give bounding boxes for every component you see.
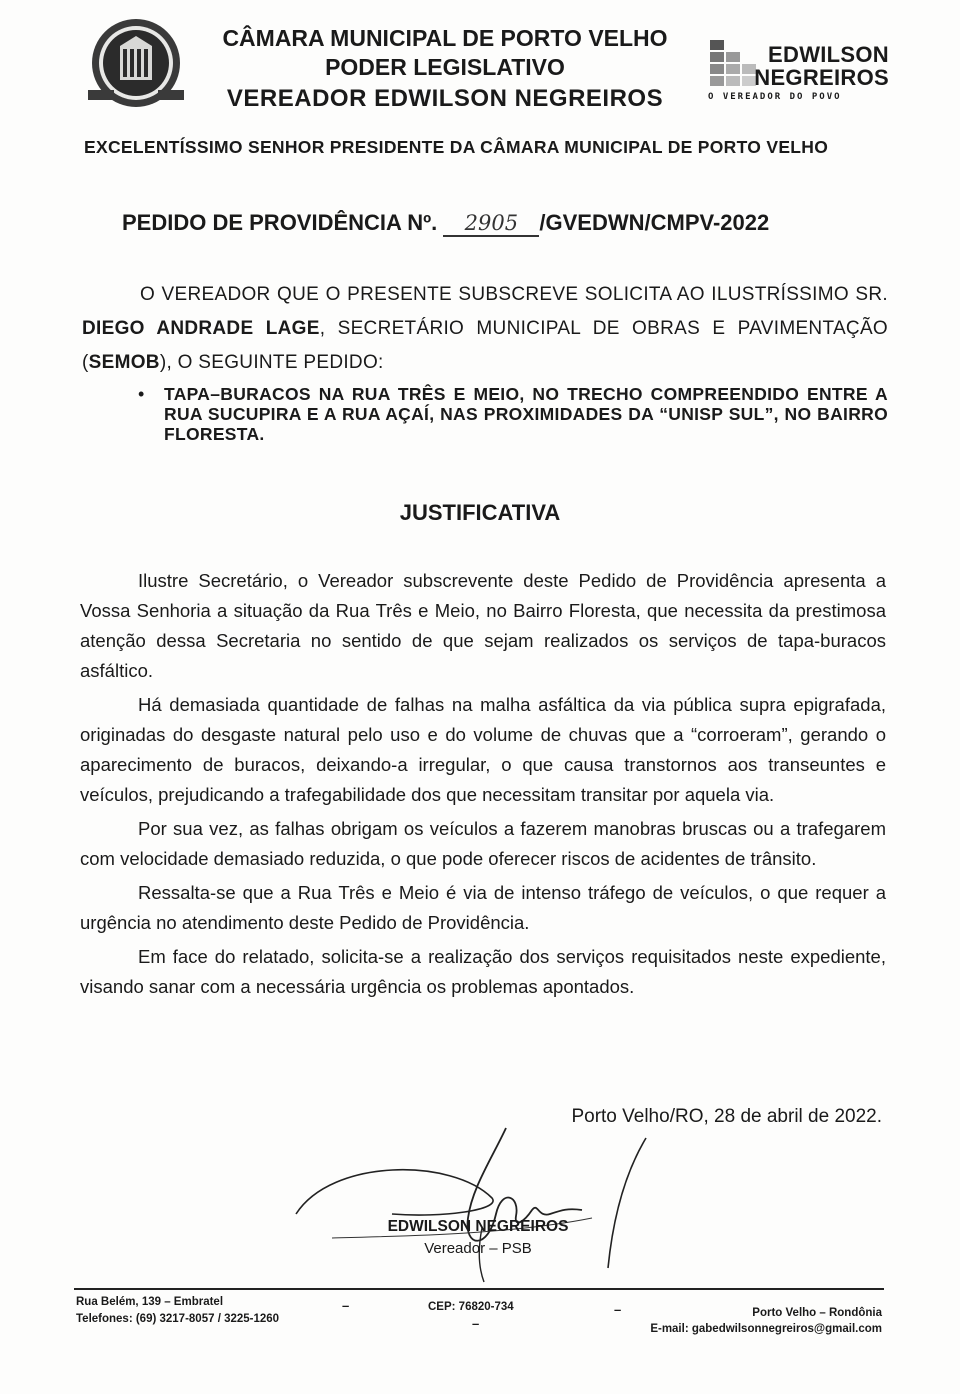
brand-tagline: O VEREADOR DO POVO [708,92,842,102]
organization: SEMOB [88,352,160,373]
paragraph: Por sua vez, as falhas obrigam os veículos a fazerem manobras bruscas ou a trafegarem com velocidade demasiado reduzida, o que pode oferecer riscos de acidentes de trânsito. [80,818,886,869]
request-prefix: PEDIDO DE PROVIDÊNCIA Nº. [122,210,438,235]
request-title [122,210,862,237]
paragraph: Em face do relatado, solicita-se a realização dos serviços requisitados neste expediente, visando sanar com a necessária urgência os problemas apontados. [80,946,886,997]
signature-mark [292,1118,652,1286]
signatory-role: Vereador – PSB [424,1240,532,1257]
signatory-name: EDWILSON NEGREIROS [387,1218,569,1235]
councilor-title: VEREADOR EDWILSON NEGREIROS [226,85,664,112]
request-suffix: /GVEDWN/CMPV-2022 [539,210,770,235]
intro-paragraph [82,278,888,380]
intro-part2: , SECRETÁRIO MUNICIPAL DE OBRAS E PAVIMENTAÇÃO ( [82,318,888,373]
brand-logo [706,40,891,110]
footer-address: Rua Belém, 139 – Embratel [76,1296,224,1308]
addressee: EXCELENTÍSSIMO SENHOR PRESIDENTE DA CÂMARA MUNICIPAL DE PORTO VELHO [84,137,829,157]
paragraph: Ilustre Secretário, o Vereador subscrevente deste Pedido de Providência apresenta a Vossa Senhoria a situação da Rua Três e Meio, no Bairro Floresta, que necessita da prestimosa atenção dessa Secretaria no sentido de que sejam realizados os serviços de tapa-buracos asfáltico. [80,570,886,681]
date-line: Porto Velho/RO, 28 de abril de 2022. [571,1106,882,1127]
secretary-name: DIEGO ANDRADE LAGE [82,318,320,339]
justification-body [80,566,886,1006]
chamber-name: CÂMARA MUNICIPAL DE PORTO VELHO [222,25,668,51]
brand-name-first: EDWILSON [768,42,889,67]
intro-part3: ), O SEGUINTE PEDIDO: [159,352,384,373]
letterhead [200,24,690,116]
brand-name-last: NEGREIROS [754,65,889,90]
footer-separator: – [342,1298,350,1313]
footer-email: E-mail: gabedwilsonnegreiros@gmail.com [650,1323,882,1335]
footer-cep: CEP: 76820-734 [428,1301,514,1313]
footer-separator: – [614,1302,622,1317]
footer-divider [74,1288,884,1290]
justification-heading: JUSTIFICATIVA [399,500,561,525]
request-item [138,384,888,444]
legislative-power: PODER LEGISLATIVO [325,54,565,80]
footer-phones: Telefones: (69) 3217-8057 / 3225-1260 [76,1313,280,1325]
request-item-text: TAPA–BURACOS NA RUA TRÊS E MEIO, NO TRECHO COMPREENDIDO ENTRE A RUA SUCUPIRA E A RUA AÇAÍ, NAS PROXIMIDADES DA “UNISP SUL”, NO BAIRRO FLORESTA. [164,384,888,444]
footer-separator: – [472,1316,480,1331]
intro-part1: O VEREADOR QUE O PRESENTE SUBSCREVE SOLICITA AO ILUSTRÍSSIMO SR. [140,284,888,305]
paragraph: Ressalta-se que a Rua Três e Meio é via de intenso tráfego de veículos, o que requer a urgência no atendimento deste Pedido de Providência. [80,882,886,933]
bullet-icon: • [138,384,145,404]
footer-city: Porto Velho – Rondônia [752,1307,882,1319]
paragraph: Há demasiada quantidade de falhas na malha asfáltica da via pública supra epigrafada, originadas do desgaste natural pelo uso e do volume de chuvas que a “corroeram”, gerando o aparecimento de buracos, deixando-a irregular, o que causa transtornos aos transeuntes e veículos, prejudicando a trafegabilidade dos que necessitam transitar por aquela via. [80,694,886,805]
municipal-seal-icon [86,16,186,110]
request-number: 2905 [443,211,539,237]
